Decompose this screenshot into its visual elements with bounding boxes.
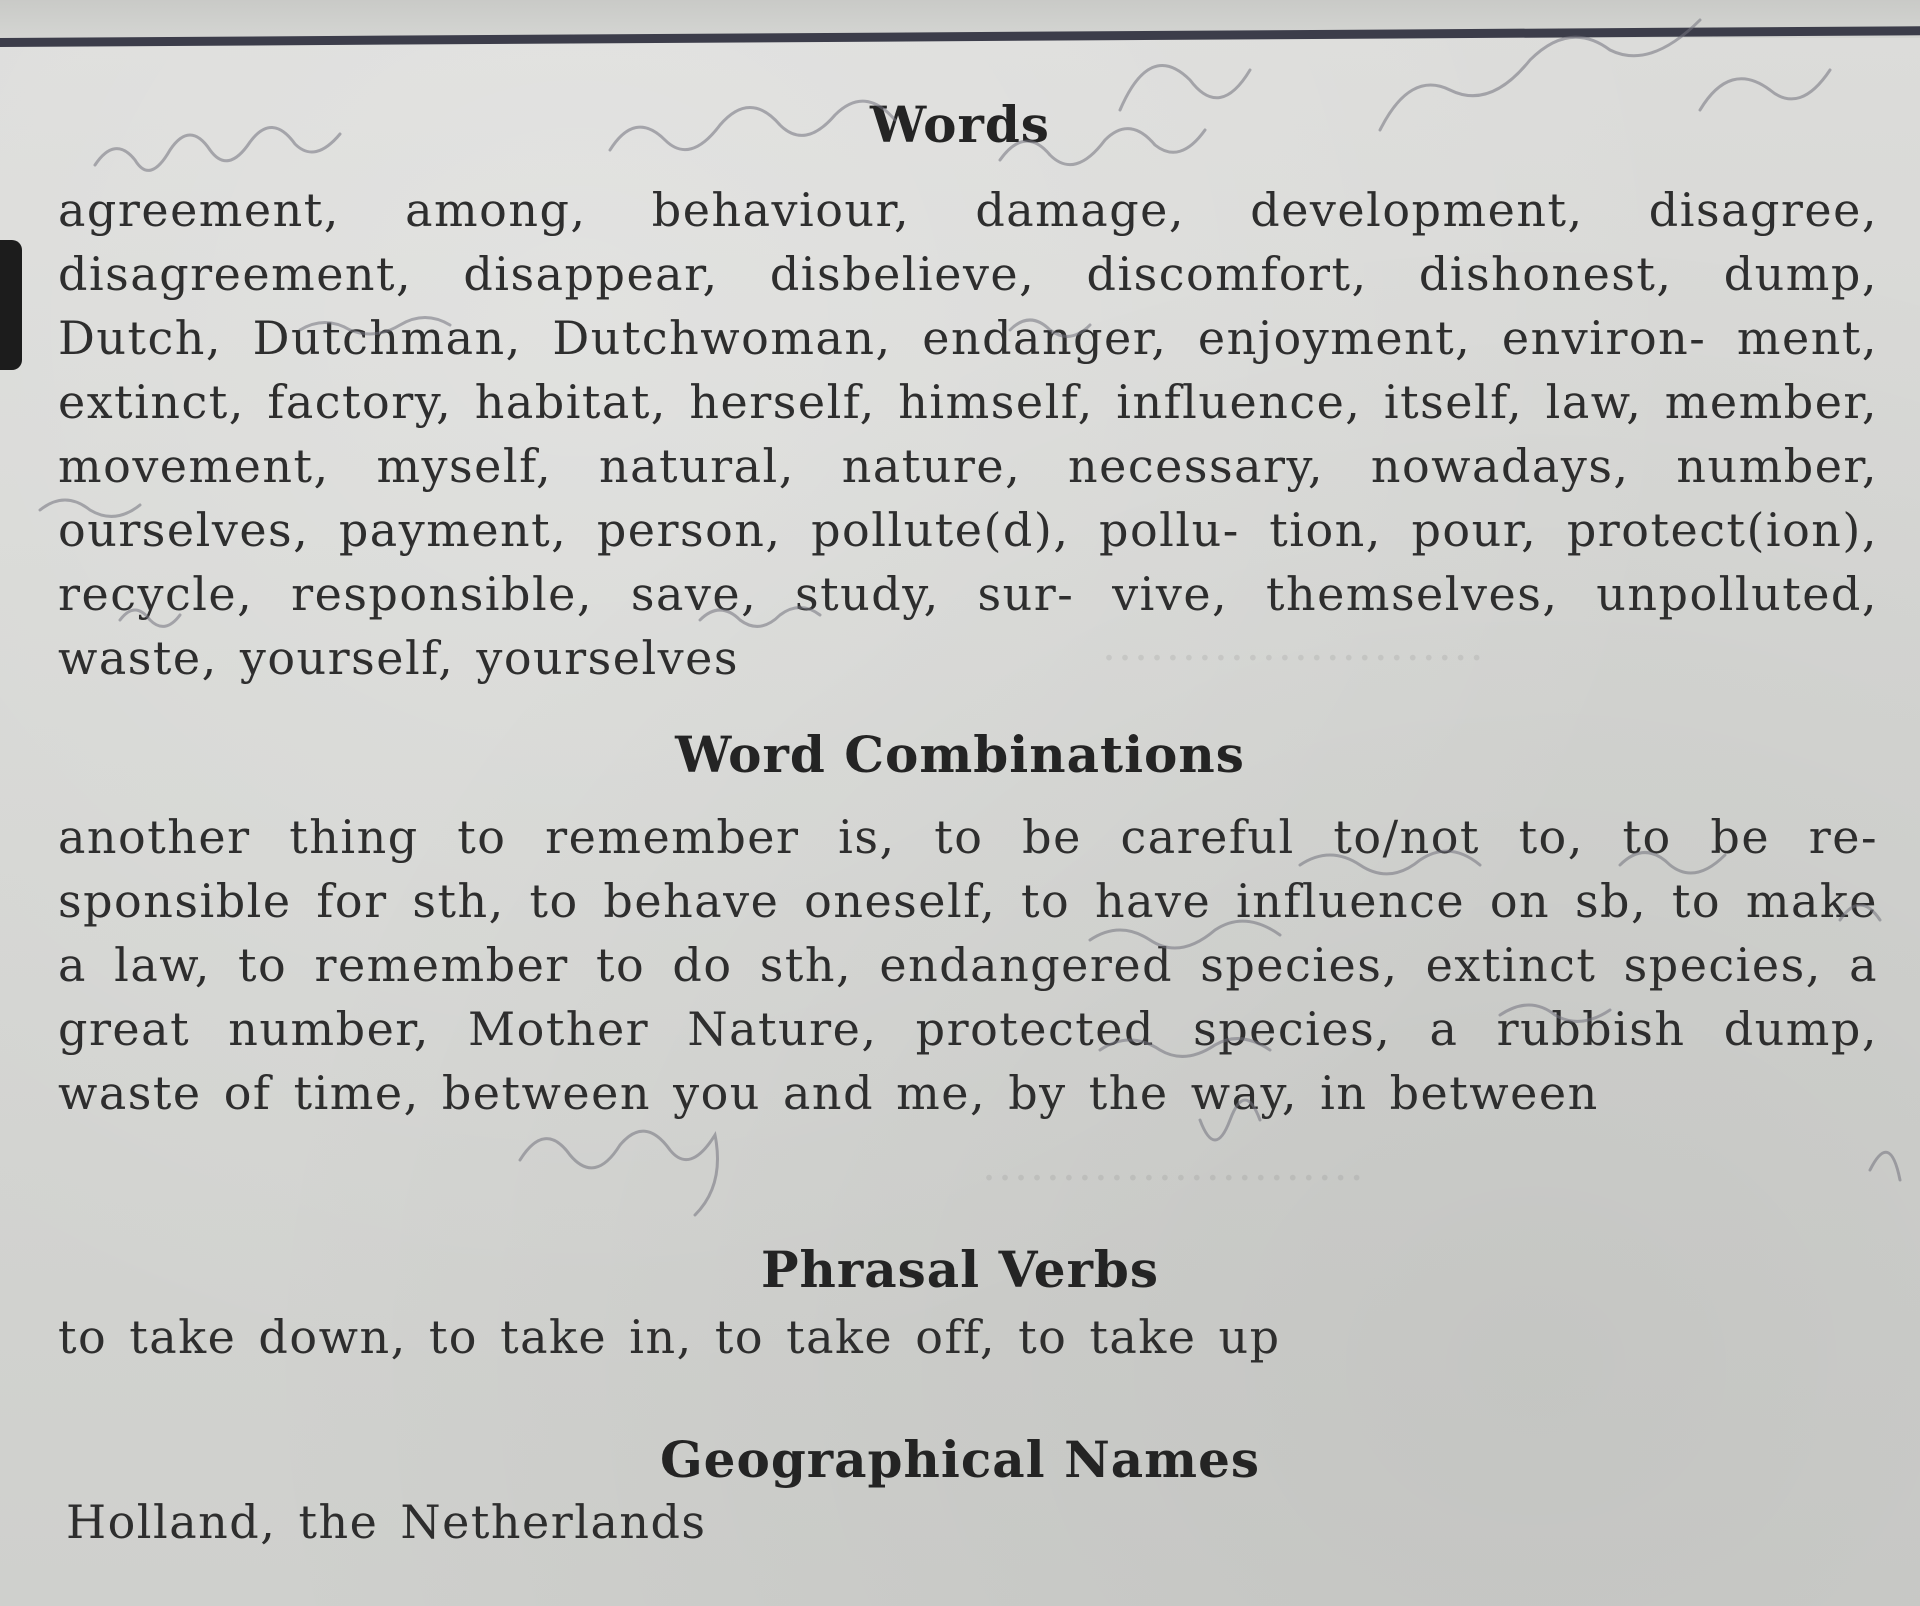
phrasal-verbs-heading: Phrasal Verbs (760, 1240, 1160, 1299)
word-combinations-list: another thing to remember is, to be careful to/not to, to be re- sponsible for sth, to behave oneself, to have influence on sb, to make a law, to remember to do sth, endangered species, extinct species, a great number, Mother Nature, protected species, a rubbish dump, waste of time, between you and me, by the way, in between (58, 810, 1878, 1120)
bleed-through-text: ........................ (1100, 620, 1484, 671)
words-list: agreement, among, behaviour, damage, development, disagree, disagreement, disappear, disbelieve, discomfort, dishonest, dump, Dutch, Dutchman, Dutchwoman, endanger, enjoyment, environ- ment, extinct, factory, habitat, herself, himself, influence, itself, law, member, movement, myself, natural, nature, necessary, nowadays, number, ourselves, payment, person, pollute(d), pollu- tion, pour, protect(ion), recycle, responsible, save, study, sur- vive, themselves, unpolluted, waste, yourself, yourselves (58, 183, 1878, 685)
geographical-names-list: Holland, the Netherlands (66, 1495, 707, 1549)
geographical-names-heading: Geographical Names (659, 1430, 1261, 1489)
bleed-through-text: ........................ (980, 1140, 1364, 1191)
words-heading: Words (870, 95, 1050, 154)
phrasal-verbs-list: to take down, to take in, to take off, to take up (58, 1310, 1281, 1364)
word-combinations-heading: Word Combinations (675, 725, 1245, 784)
page-edge-tab (0, 240, 22, 370)
